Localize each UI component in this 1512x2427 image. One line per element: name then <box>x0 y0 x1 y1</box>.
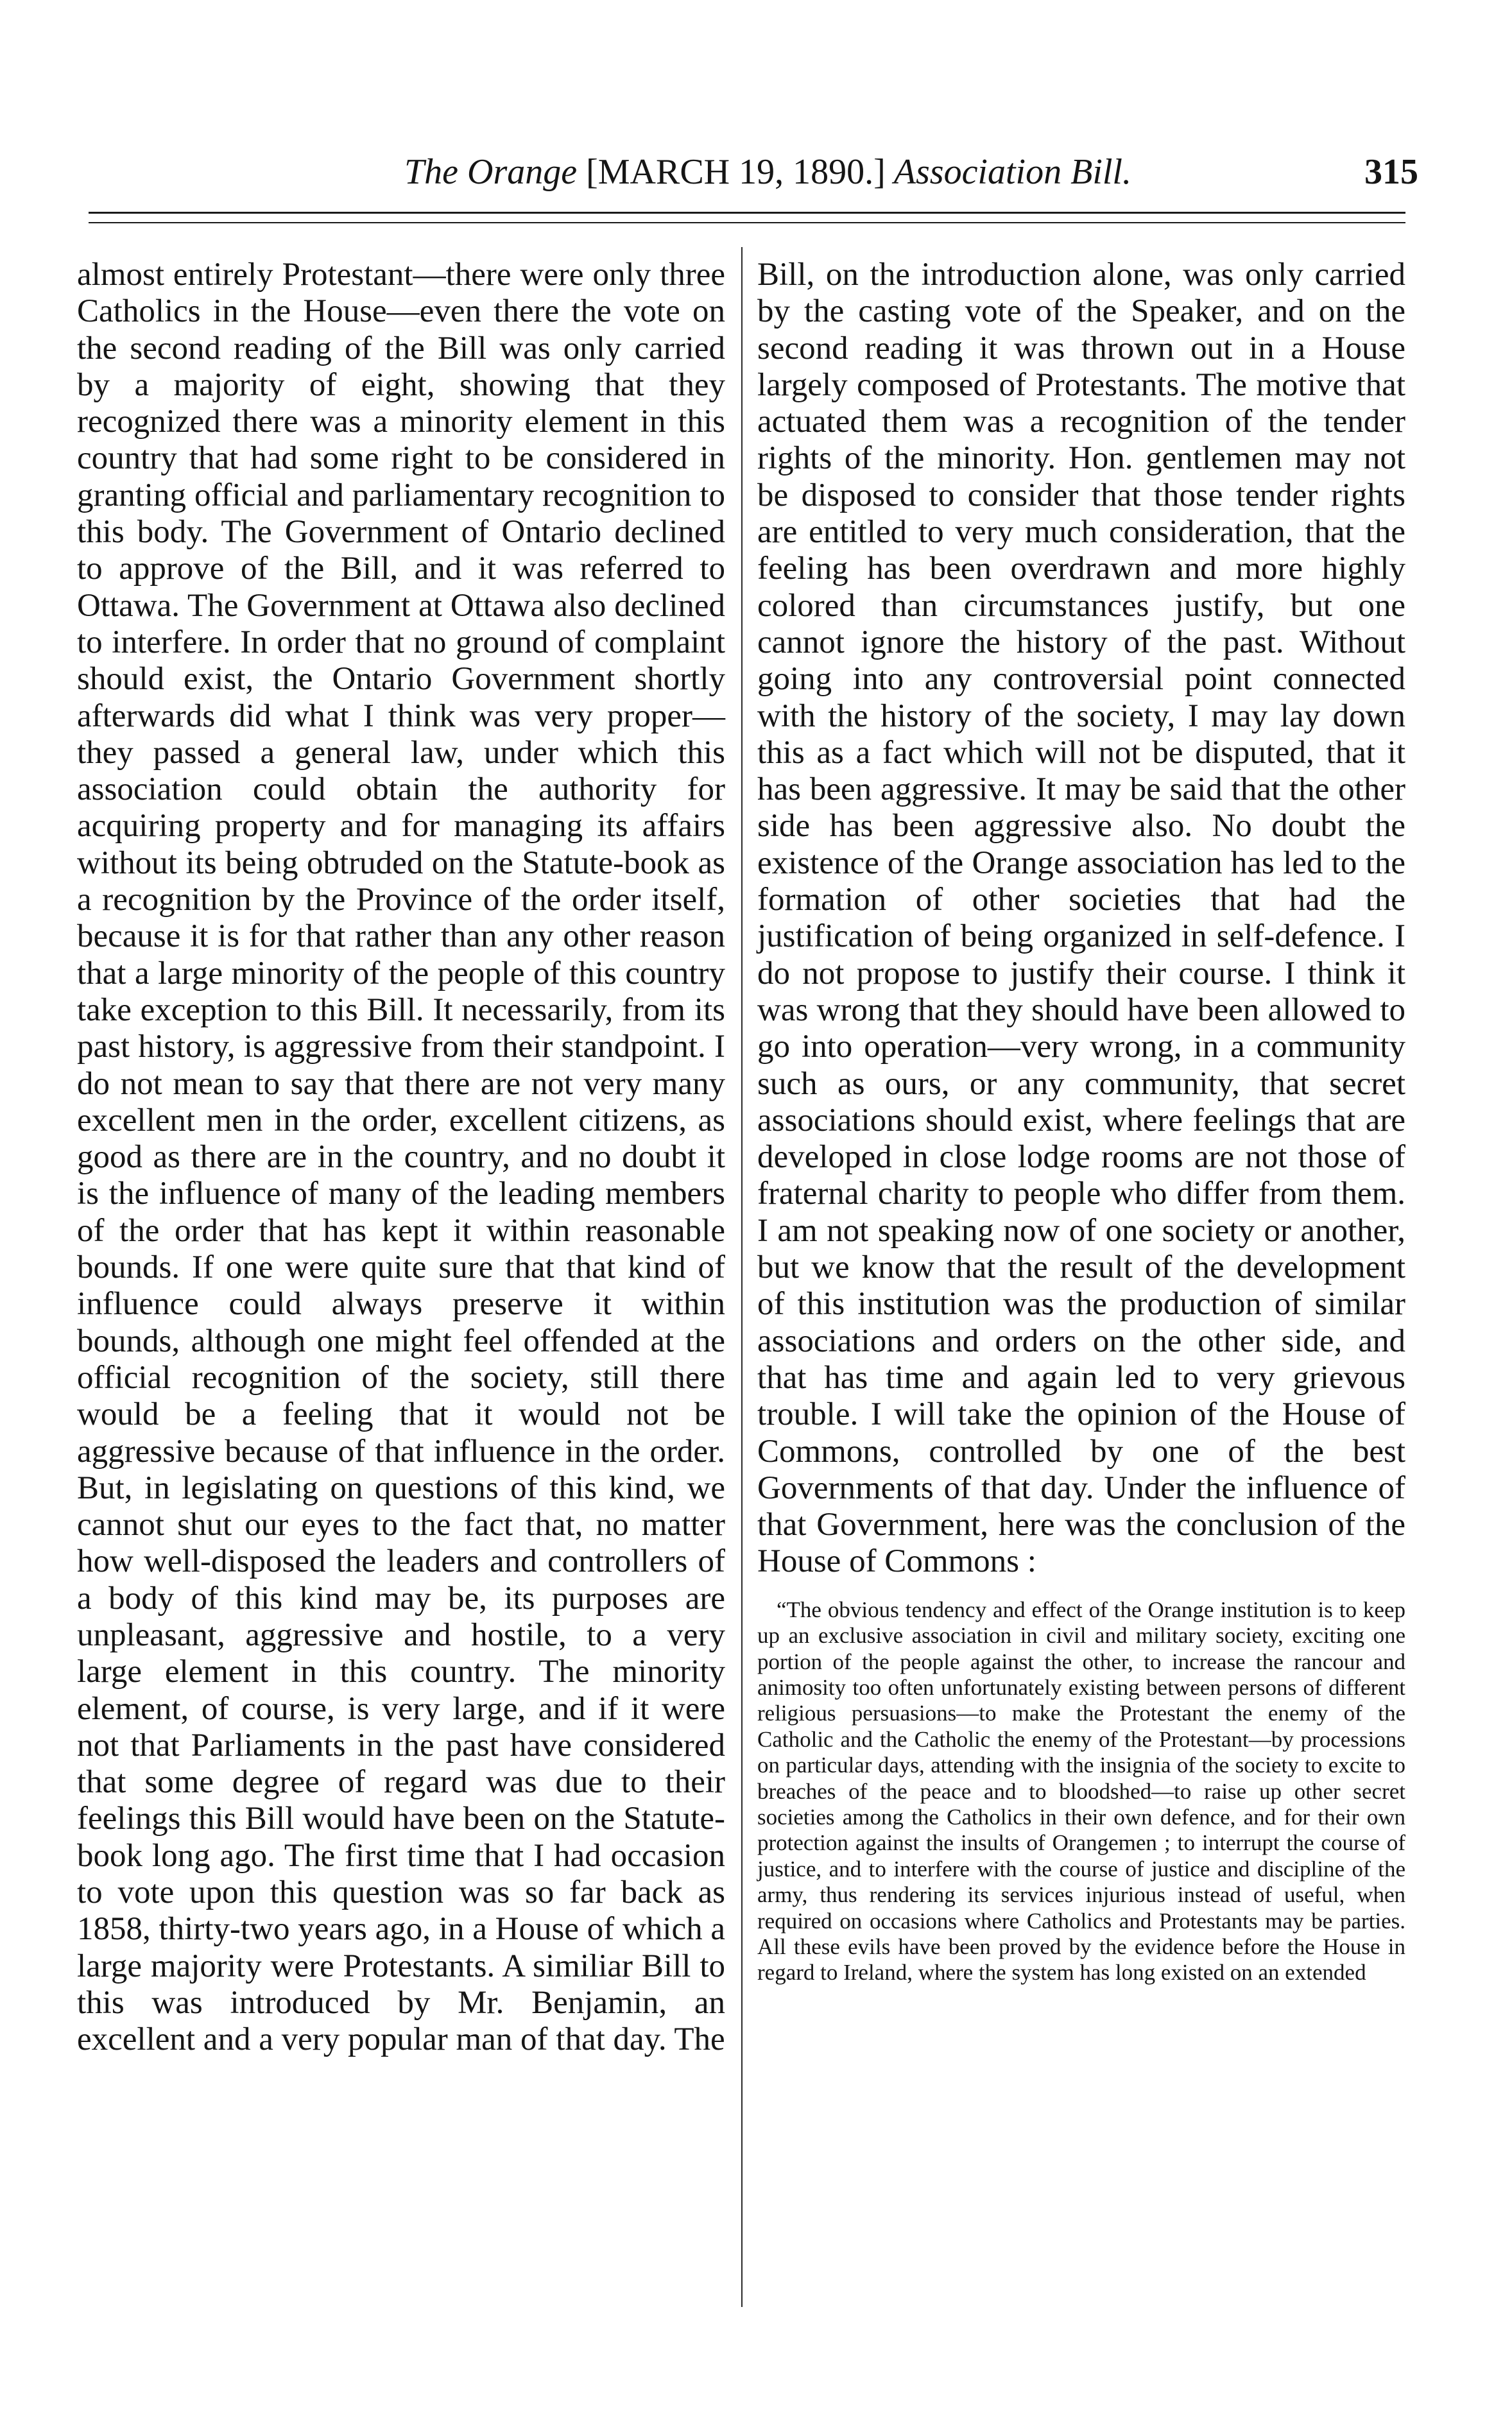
right-column-text: Bill, on the introduction alone, was only carried by the casting vote of the Speaker, and on the second reading it was thrown out in a House largely composed of Protestants. The motive that actuated them was a recognition of the tender rights of the minority. Hon. gentlemen may not be disposed to consider that those tender rights are entitled to very much consideration, that the feeling has been overdrawn and more highly colored than circumstances justify, but one cannot ignore the history of the past. Without going into any controversial point connected with the history of the society, I may lay down this as a fact which will not be disputed, that it has been aggressive. It may be said that the other side has been aggressive also. No doubt the existence of the Orange association has led to the formation of other societies that had the justification of being organized in self-defence. I do not propose to justify their course. I think it was wrong that they should have been allowed to go into operation—very wrong, in a community such as ours, or any community, that secret associations should exist, where feelings that are developed in close lodge rooms are not those of fraternal charity to people who differ from them. I am not speaking now of one society or another, but we know that the result of the development of this institution was the production of similar associations and orders on the other side, and that has time and again led to very grievous trouble. I will take the opinion of the House of Commons, controlled by one of the best Governments of that day. Under the influence of that Government, here was the conclusion of the House of Commons : <box>757 257 1405 1580</box>
title-right: Association Bill. <box>893 152 1131 192</box>
running-header <box>404 146 1418 198</box>
column-divider <box>741 247 743 2307</box>
page-number: 315 <box>1364 152 1418 192</box>
header-date: [MARCH 19, 1890.] <box>586 152 886 192</box>
left-column-text: almost entirely Protestant—there were only three Catholics in the House—even there the vote on the second reading of the Bill was only carried by a majority of eight, showing that they recognized there was a minority element in this country that had some right to be considered in granting official and parliamentary recognition to this body. The Government of Ontario declined to approve of the Bill, and it was referred to Ottawa. The Government at Ottawa also declined to interfere. In order that no ground of complaint should exist, the Ontario Government shortly afterwards did what I think was very proper—they passed a general law, under which this association could obtain the authority for acquiring property and for managing its affairs without its being obtruded on the Statute-book as a recognition by the Province of the order itself, because it is for that rather than any other reason that a large minority of the people of this country take exception to this Bill. It necessarily, from its past history, is aggressive from their standpoint. I do not mean to say that there are not very many excellent men in the order, excellent citizens, as good as there are in the country, and no doubt it is the influence of many of the leading members of the order that has kept it within reasonable bounds. If one were quite sure that that kind of influence could always preserve it within bounds, although one might feel offended at the official recognition of the society, still there would be a feeling that it would not be aggressive because of that influence in the order. But, in legislating on questions of this kind, we cannot shut our eyes to the fact that, no matter how well-disposed the leaders and controllers of a body of this kind may be, its purposes are unpleasant, aggressive and hostile, to a very large element in this country. The minority element, of course, is very large, and if it were not that Parliaments in the past have considered that some degree of regard was due to their feelings this Bill would have been on the Statute-book long ago. The first time that I had occasion to vote upon this question was so far back as 1858, thirty-two years ago, in a House of which a large majority were Protestants. A similiar Bill to this was introduced by Mr. Benjamin, an excellent and a very popular man of that day. The <box>77 257 725 2058</box>
right-column <box>757 257 1405 1986</box>
title-left: The Orange <box>404 152 578 192</box>
header-rule <box>89 212 1405 214</box>
header-rule-secondary <box>89 222 1405 223</box>
block-quote: “The obvious tendency and effect of the Orange institution is to keep up an exclusive association in civil and military society, exciting one portion of the people against the other, to increase the rancour and animosity too often unfortunately existing between persons of different religious persuasions—to make the Protestant the enemy of the Catholic and the Catholic the enemy of the Protestant—by processions on particular days, attending with the insignia of the society to excite to breaches of the peace and to bloodshed—to raise up other secret societies among the Catholics in their own defence, and for their own protection against the insults of Orangemen ; to interrupt the course of justice, and to interfere with the course of justice and discipline of the army, thus rendering its services injurious instead of useful, when required on occasions where Catholics and Protestants may be parties. All these evils have been proved by the evidence before the House in regard to Ireland, where the system has long existed on an extended <box>757 1597 1405 1985</box>
running-title <box>404 146 1131 198</box>
left-column <box>77 257 725 2059</box>
